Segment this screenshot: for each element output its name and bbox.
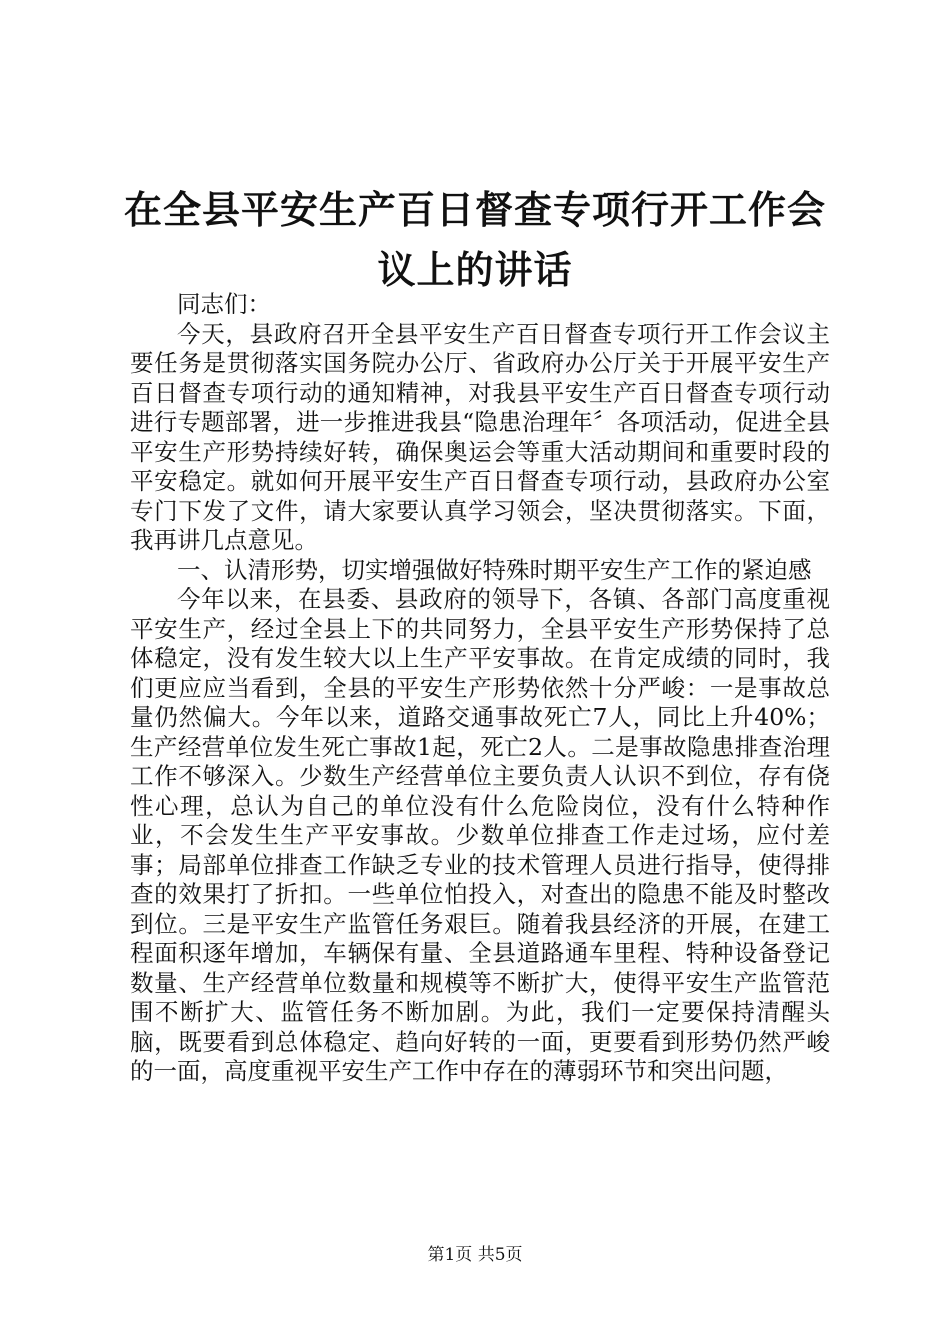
- salutation: 同志们：: [177, 290, 271, 318]
- page-footer: 第1页 共5页: [427, 1245, 523, 1265]
- body-paragraph: 今年以来，在县委、县政府的领导下，各镇、各部门高度重视平安生产，经过全县上下的共同努力，全县平安生产形势保持了总体稳定，没有发生较大以上生产平安事故。在肯定成绩的同时，我们更应应当看到，全县的平安生产形势依然十分严峻：一是事故总量仍然偏大。今年以来，道路交通事故死亡7人，同比上升40%；生产经营单位发生死亡事故1起，死亡2人。二是事故隐患排查治理工作不够深入。少数生产经营单位主要负责人认识不到位，存有侥性心理，总认为自己的单位没有什么危险岗位，没有什么特种作业，不会发生生产平安事故。少数单位排查工作走过场，应付差事；局部单位排查工作缺乏专业的技术管理人员进行指导，使得排查的效果打了折扣。一些单位怕投入，对查出的隐患不能及时整改到位。三是平安生产监管任务艰巨。随着我县经济的开展，在建工程面积逐年增加，车辆保有量、全县道路通车里程、特种设备登记数量、生产经营单位数量和规模等不断扩大，使得平安生产监管范围不断扩大、监管任务不断加剧。为此，我们一定要保持清醒头脑，既要看到总体稳定、趋向好转的一面，更要看到形势仍然严峻的一面，高度重视平安生产工作中存在的薄弱环节和突出问题，: [130, 585, 830, 1085]
- body-paragraph: 今天，县政府召开全县平安生产百日督查专项行开工作会议主要任务是贯彻落实国务院办公厅、省政府办公厅关于开展平安生产百日督查专项行动的通知精神，对我县平安生产百日督查专项行动进行专题部署，进一步推进我县“隐患治理年〞各项活动，促进全县平安生产形势持续好转，确保奥运会等重大活动期间和重要时段的平安稳定。就如何开展平安生产百日督查专项行动，县政府办公室专门下发了文件，请大家要认真学习领会，坚决贯彻落实。下面，我再讲几点意见。: [130, 319, 830, 554]
- document-body: [130, 290, 830, 1087]
- document-title: 在全县平安生产百日督查专项行开工作会议上的讲话: [123, 188, 826, 292]
- section-heading: 一、认清形势，切实增强做好特殊时期平安生产工作的紧迫感: [177, 555, 812, 584]
